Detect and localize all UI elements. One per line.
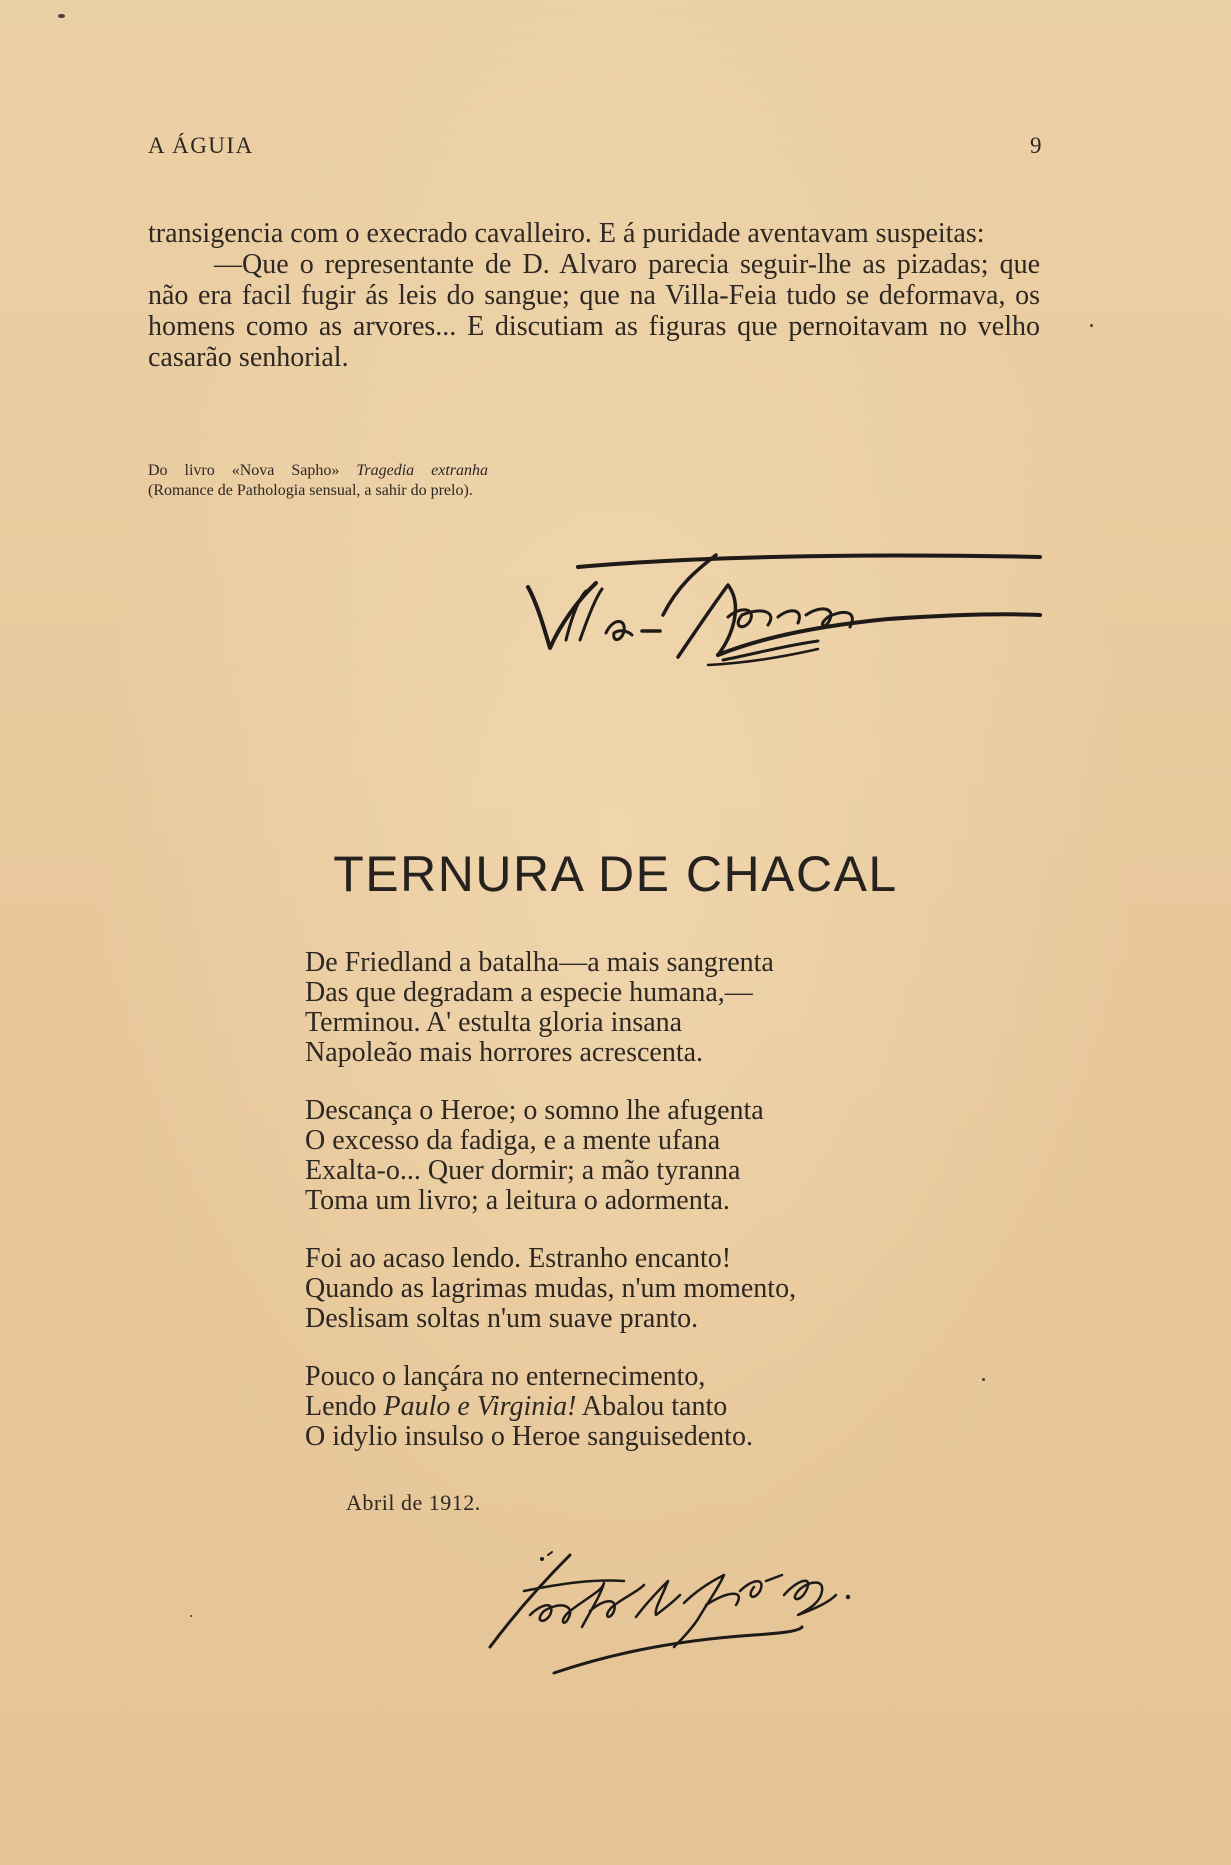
paper-speck xyxy=(982,1378,985,1381)
stanza-4 xyxy=(305,1362,1005,1452)
journal-title: A ÁGUIA xyxy=(148,133,254,158)
poem-line: De Friedland a batalha—a mais sangrenta xyxy=(305,947,774,978)
signature-villa-moura xyxy=(528,545,1043,710)
poem-line: Napoleão mais horrores acrescenta. xyxy=(305,1037,704,1068)
source-note-prefix: Do livro «Nova Sapho» xyxy=(148,462,357,479)
poem-line: Das que degradam a especie humana,— xyxy=(305,977,753,1008)
poem-line: Terminou. A' estulta gloria insana xyxy=(305,1007,683,1038)
poem-line-part: Abalou tanto xyxy=(576,1391,728,1422)
paper-speck xyxy=(1090,324,1093,327)
poem-title: TERNURA DE CHACAL xyxy=(333,846,898,902)
source-note xyxy=(148,461,488,501)
poem-line: Deslisam soltas n'um suave pranto. xyxy=(305,1303,699,1334)
source-note-book-title: Tragedia extranha xyxy=(356,462,488,479)
poem-line: Toma um livro; a leitura o adormenta. xyxy=(305,1185,730,1216)
stanza-1 xyxy=(305,948,1005,1068)
paper-speck xyxy=(58,14,65,18)
poem-line: Pouco o lançára no enternecimento, xyxy=(305,1361,706,1392)
running-head xyxy=(148,133,1043,167)
poem-line: O idylio insulso o Heroe sanguisedento. xyxy=(305,1421,753,1452)
paper-speck xyxy=(190,1615,192,1617)
prose-block xyxy=(148,218,1040,373)
signature-theophilo-braga xyxy=(484,1545,914,1675)
stanza-2 xyxy=(305,1096,1005,1216)
stanza-3 xyxy=(305,1244,1005,1334)
poem-line: Descança o Heroe; o somno lhe afugenta xyxy=(305,1095,764,1126)
poem-line: Foi ao acaso lendo. Estranho encanto! xyxy=(305,1243,732,1274)
poem-line xyxy=(305,1392,1005,1422)
prose-paragraph-1: transigencia com o execrado cavalleiro. E á puridade aventavam suspeitas: xyxy=(148,218,985,249)
prose-paragraph-2: —Que o representante de D. Alvaro parecia seguir-lhe as pizadas; que não era facil fugir ás leis do sangue; que na Villa-Feia tudo se deformava, os homens como as arvores... E discutiam as figuras que pernoitavam no velho casarão senhorial. xyxy=(148,249,1040,373)
book-title-paulo-e-virginia: Paulo e Virginia! xyxy=(383,1391,577,1422)
poem-line: Exalta-o... Quer dormir; a mão tyranna xyxy=(305,1155,741,1186)
poem-line-part: Lendo xyxy=(305,1391,384,1422)
poem xyxy=(305,948,1005,1480)
poem-line: O excesso da fadiga, e a mente ufana xyxy=(305,1125,721,1156)
poem-line: Quando as lagrimas mudas, n'um momento, xyxy=(305,1273,797,1304)
source-note-suffix: (Romance de Pathologia sensual, a sahir do prelo). xyxy=(148,482,473,499)
poem-date: Abril de 1912. xyxy=(346,1490,481,1515)
page-number: 9 xyxy=(1030,133,1043,158)
